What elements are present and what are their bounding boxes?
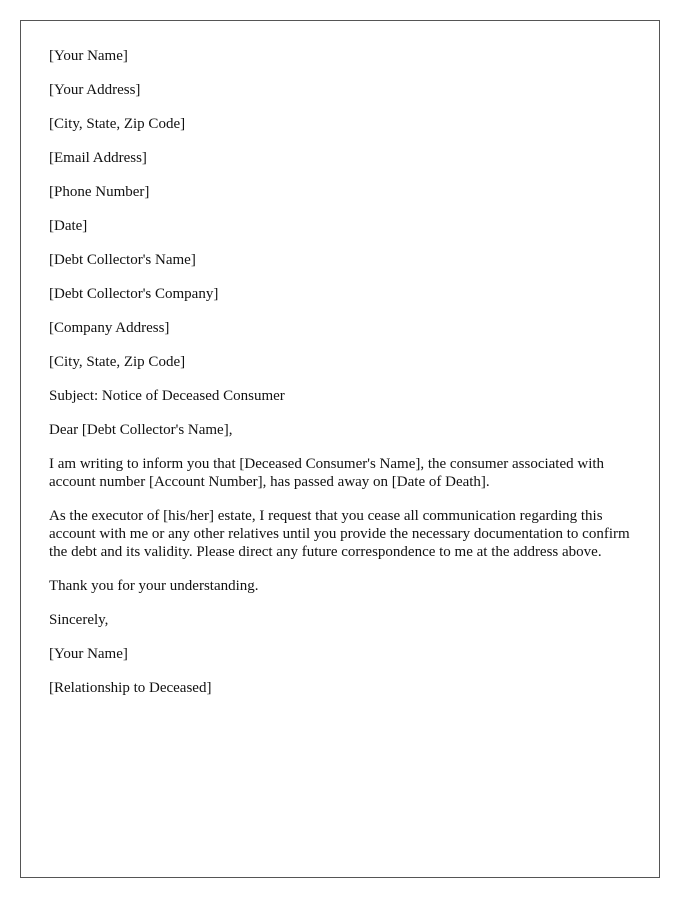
- body-paragraph-notice: I am writing to inform you that [Deceased Consumer's Name], the consumer associated with account number [Account Number], has passed away on [Date of Death].: [49, 456, 605, 490]
- recipient-company: [Debt Collector's Company]: [49, 286, 219, 302]
- recipient-address: [Company Address]: [49, 320, 170, 336]
- sender-city-state-zip: [City, State, Zip Code]: [49, 116, 186, 132]
- letter-salutation: Dear [Debt Collector's Name],: [49, 422, 233, 438]
- sender-name: [Your Name]: [49, 48, 128, 64]
- letter-page: [20, 20, 660, 878]
- recipient-city-state-zip: [City, State, Zip Code]: [49, 354, 186, 370]
- signature-relationship: [Relationship to Deceased]: [49, 680, 212, 696]
- body-paragraph-thanks: Thank you for your understanding.: [49, 578, 259, 594]
- sender-email: [Email Address]: [49, 150, 147, 166]
- letter-subject: Subject: Notice of Deceased Consumer: [49, 388, 285, 404]
- letter-closing: Sincerely,: [49, 612, 109, 628]
- body-paragraph-request: As the executor of [his/her] estate, I request that you cease all communication regarding this account with me or any other relatives until you provide the necessary documentation to confirm the debt and its validity. Please direct any future correspondence to me at the address above.: [49, 508, 630, 560]
- sender-phone: [Phone Number]: [49, 184, 150, 200]
- sender-address: [Your Address]: [49, 82, 141, 98]
- signature-name: [Your Name]: [49, 646, 128, 662]
- recipient-name: [Debt Collector's Name]: [49, 252, 196, 268]
- letter-date: [Date]: [49, 218, 88, 234]
